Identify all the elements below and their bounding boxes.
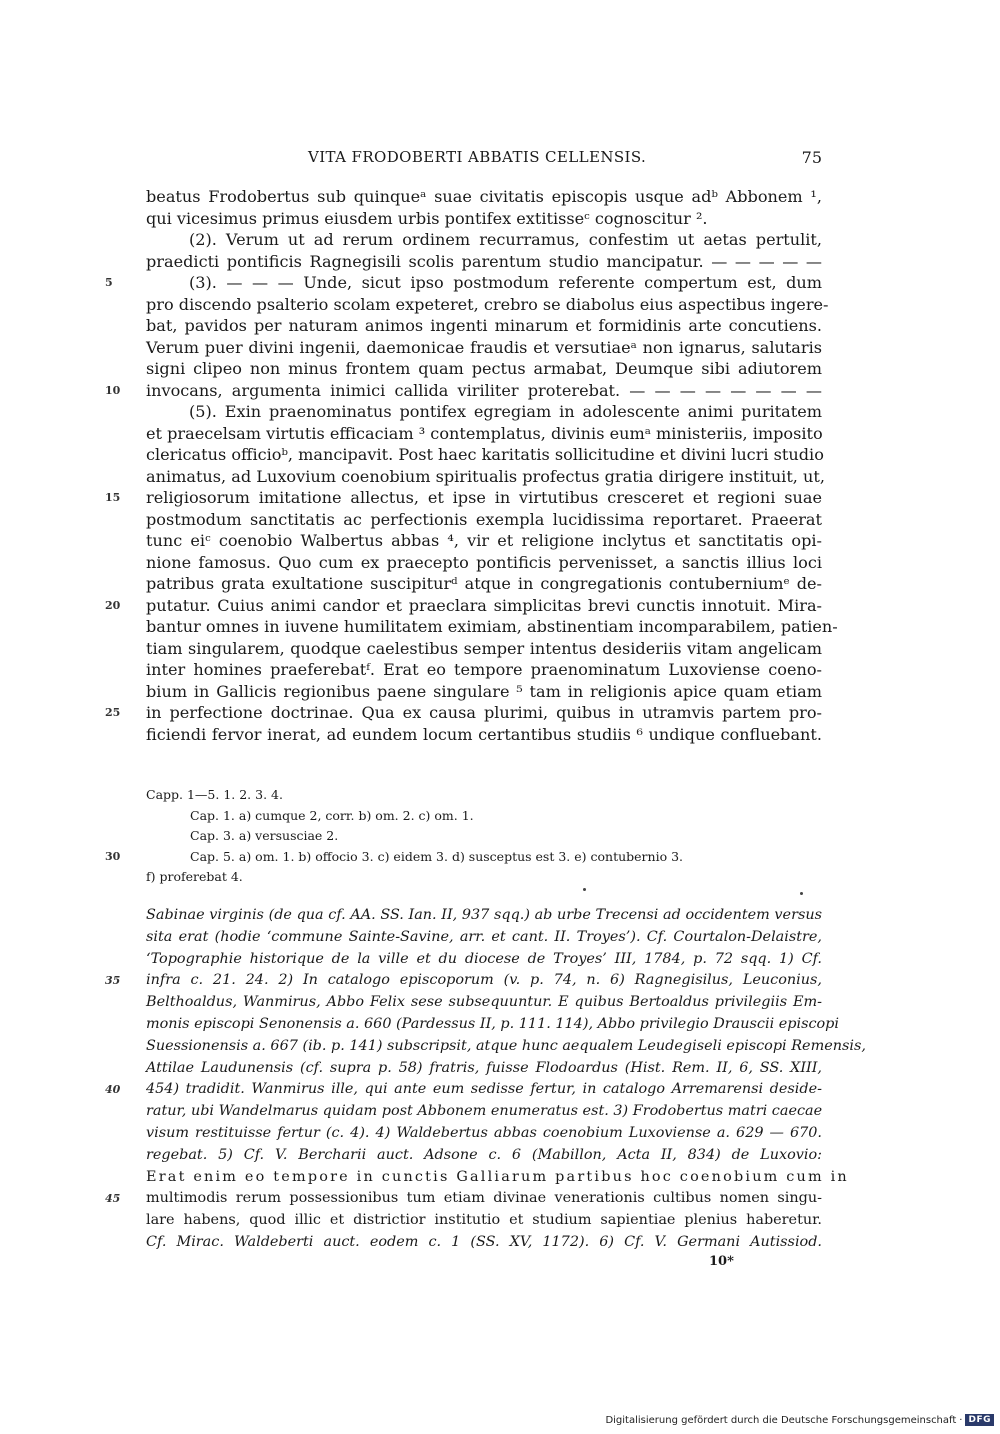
line-text: 454) tradidit. Wanmirus ille, qui ante eum sedisse fertur, in catalogo Arremarensi deside- — [146, 1081, 822, 1098]
line-text: inter homines praeferebatᶠ. Erat eo tempore praenominatum Luxoviense coeno- — [146, 660, 822, 679]
text-line — [146, 466, 825, 488]
footnote-line — [146, 1036, 866, 1058]
footnote-line — [146, 1210, 822, 1232]
line-text: invocans, argumenta inimici callida viriliter proterebat. — — — — — — — — — [146, 380, 822, 400]
line-text: religiosorum imitatione allectus, et ipse in virtutibus cresceret et regioni suae — [146, 488, 822, 507]
line-text: Verum puer divini ingenii, daemonicae fraudis et versutiaeᵃ non ignarus, salutaris — [146, 337, 822, 357]
text-line — [146, 659, 822, 681]
text-line — [146, 638, 822, 660]
line-text: signi clipeo non minus frontem quam pectus armabat, Deumque sibi adiutorem — [146, 359, 822, 378]
line-text: ficiendi fervor inerat, ad eundem locum certantibus studiis ⁶ undique confluebant. — [146, 724, 822, 744]
line-number: 20 — [105, 598, 121, 612]
line-text: (2). Verum ut ad rerum ordinem recurramus, confestim ut aetas pertulit, — [189, 230, 822, 249]
line-text: postmodum sanctitatis ac perfectionis exempla lucidissima reportaret. Praeerat — [146, 509, 822, 529]
text-line — [146, 444, 822, 466]
line-text: Cap. 1. a) cumque 2, corr. b) om. 2. c) om. 1. — [190, 807, 474, 823]
apparatus-line — [146, 806, 822, 827]
text-line — [146, 509, 822, 531]
text-line — [105, 487, 822, 509]
line-text: ratur, ubi Wandelmarus quidam post Abbonem enumeratus est. 3) Frodobertus matri caecae — [146, 1103, 823, 1120]
text-line — [105, 272, 822, 294]
line-text: Belthoaldus, Wanmirus, Abbo Felix sese subsequuntur. E quibus Bertoaldus privilegiis Em- — [146, 994, 822, 1011]
signature-mark: 10* — [709, 1254, 734, 1269]
line-text: Cap. 3. a) versusciae 2. — [190, 828, 339, 843]
line-number: 10 — [105, 383, 121, 397]
line-number: 30 — [105, 849, 121, 863]
line-text: Attilae Laudunensis (cf. supra p. 58) fratris, fuisse Flodoardus (Hist. Rem. II, 6, SS. XIII, — [146, 1059, 822, 1076]
footnote-line — [146, 992, 822, 1014]
line-text: f) proferebat 4. — [146, 869, 243, 884]
text-line — [146, 294, 829, 316]
text-line — [146, 401, 822, 423]
line-text: clericatus officioᵇ, mancipavit. Post haec karitatis sollicitudine et divini lucri studio — [146, 445, 824, 464]
text-line — [146, 251, 822, 273]
line-text: qui vicesimus primus eiusdem urbis pontifex extitisseᶜ cognoscitur ². — [146, 208, 708, 228]
running-header — [146, 148, 822, 170]
footnote-line — [146, 1145, 822, 1167]
footnote-line — [146, 1101, 822, 1123]
text-line — [105, 380, 822, 402]
line-text: ‘Topographie historique de la ville et du diocese de Troyes’ III, 1784, p. 72 sqq. 1) Cf. — [146, 950, 822, 967]
footnote-line — [105, 970, 822, 992]
line-text: praedicti pontificis Ragnegisili scolis parentum studio mancipatur. — — — — — — [146, 251, 822, 271]
line-text: pro discendo psalterio scolam expeteret, crebro se diabolus eius aspectibus ingere- — [146, 294, 829, 314]
line-number: 35 — [105, 974, 121, 988]
apparatus-line — [146, 867, 822, 888]
line-text: Suessionensis a. 667 (ib. p. 141) subscripsit, atque hunc aequalem Leudegiseli episcopi Remensis, — [146, 1037, 866, 1054]
line-number: 45 — [105, 1192, 121, 1206]
footnote-line — [146, 1058, 822, 1080]
line-text: multimodis rerum possessionibus tum etiam divinae venerationis cultibus nomen singu- — [146, 1190, 822, 1207]
line-text: monis episcopi Senonensis a. 660 (Pardessus II, p. 111. 114), Abbo privilegio Drauscii episcopi — [146, 1015, 839, 1032]
line-text: Capp. 1—5. 1. 2. 3. 4. — [146, 787, 283, 802]
footer-text: Digitalisierung gefördert durch die Deutsche Forschungsgemeinschaft — [605, 1414, 957, 1426]
line-text: tunc eiᶜ coenobio Walbertus abbas ⁴, vir et religione inclytus et sanctitatis opi- — [146, 531, 822, 550]
footnote-line — [146, 1232, 822, 1254]
line-text: bium in Gallicis regionibus paene singulare ⁵ tam in religionis apice quam etiam — [146, 681, 822, 701]
footnote-line — [146, 1014, 839, 1036]
line-number: 40 — [105, 1083, 121, 1097]
line-text: tiam singularem, quodque caelestibus semper intentus desideriis vitam angelicam — [146, 638, 822, 658]
footnote-line — [146, 949, 822, 971]
text-line — [146, 186, 822, 208]
text-line — [146, 530, 822, 552]
line-text: (5). Exin praenominatus pontifex egregiam in adolescente animi puritatem — [189, 402, 822, 421]
line-text: bantur omnes in iuvene humilitatem eximiam, abstinentiam incomparabilem, patien- — [146, 617, 838, 636]
text-line — [146, 724, 822, 746]
footnote-line — [146, 1123, 822, 1145]
critical-apparatus — [105, 785, 822, 888]
text-line — [146, 616, 838, 638]
speck — [800, 892, 803, 895]
line-text: Erat enim eo tempore in cunctis Galliarum partibus hoc coenobium cum in — [146, 1168, 849, 1185]
line-text: visum restituisse fertur (c. 4). 4) Waldebertus abbas coenobium Luxoviense a. 629 — 670. — [146, 1124, 822, 1141]
page-number: 75 — [801, 148, 822, 167]
line-text: Cf. Mirac. Waldeberti auct. eodem c. 1 (SS. XV, 1172). 6) Cf. V. Germani Autissiod. — [146, 1233, 822, 1250]
line-text: putatur. Cuius animi candor et praeclara simplicitas brevi cunctis innotuit. Mira- — [146, 595, 822, 615]
line-text: bat, pavidos per naturam animos ingenti minarum et formidinis arte concutiens. — [146, 316, 822, 335]
line-text: in perfectione doctrinae. Qua ex causa plurimi, quibus in utramvis partem pro- — [146, 703, 822, 722]
line-text: lare habens, quod illic et districtior institutio et studium sapientiae plenius haberetur. — [146, 1212, 822, 1229]
text-line — [146, 573, 822, 595]
line-text: regebat. 5) Cf. V. Bercharii auct. Adsone c. 6 (Mabillon, Acta II, 834) de Luxovio: — [146, 1146, 822, 1163]
apparatus-line — [105, 847, 822, 868]
footnote-line — [146, 1167, 849, 1189]
line-number: 15 — [105, 491, 121, 504]
text-line — [146, 423, 822, 445]
dfg-logo: DFG — [965, 1414, 994, 1426]
line-text: sita erat (hodie ‘commune Sainte-Savine, arr. et cant. II. Troyes’). Cf. Courtalon-Delaistre, — [146, 928, 822, 945]
text-line — [146, 358, 822, 380]
footnote-line — [105, 1188, 822, 1210]
footnote-line — [146, 927, 822, 949]
apparatus-line — [146, 785, 822, 806]
text-line — [105, 595, 822, 617]
digitization-footer: Digitalisierung gefördert durch die Deutsche Forschungsgemeinschaft · DFG — [605, 1414, 994, 1426]
text-line — [146, 229, 822, 251]
speck — [583, 888, 586, 891]
text-line — [146, 681, 822, 703]
line-text: (3). — — — Unde, sicut ipso postmodum referente compertum est, dum — [189, 273, 822, 292]
line-text: patribus grata exultatione suscipiturᵈ atque in congregationis contuberniumᵉ de- — [146, 574, 822, 593]
main-text — [105, 186, 838, 745]
text-line — [146, 208, 822, 230]
apparatus-line — [146, 826, 822, 847]
footnote-line — [146, 905, 822, 927]
line-text: Cap. 5. a) om. 1. b) offocio 3. c) eidem 3. d) susceptus est 3. e) contubernio 3. — [190, 848, 683, 864]
line-text: infra c. 21. 24. 2) In catalogo episcoporum (v. p. 74, n. 6) Ragnegisilus, Leuconius, — [146, 972, 822, 989]
running-title: VITA FRODOBERTI ABBATIS CELLENSIS. — [308, 148, 647, 166]
line-text: et praecelsam virtutis efficaciam ³ contemplatus, divinis eumᵃ ministeriis, imposito — [146, 423, 823, 443]
line-number: 25 — [105, 706, 121, 719]
text-line — [105, 702, 822, 724]
footnotes — [105, 905, 866, 1254]
line-number: 5 — [105, 276, 113, 289]
line-text: beatus Frodobertus sub quinqueᵃ suae civitatis episcopis usque adᵇ Abbonem ¹, — [146, 187, 822, 206]
footnote-line — [105, 1079, 822, 1101]
line-text: Sabinae virginis (de qua cf. AA. SS. Ian. II, 937 sqq.) ab urbe Trecensi ad occidentem versus — [146, 907, 822, 923]
text-line — [146, 337, 822, 359]
line-text: animatus, ad Luxovium coenobium spiritualis profectus gratia dirigere instituit, ut, — [146, 466, 825, 486]
text-line — [146, 552, 822, 574]
text-line — [146, 315, 822, 337]
line-text: nione famosus. Quo cum ex praecepto pontificis pervenisset, a sanctis illius loci — [146, 552, 822, 572]
